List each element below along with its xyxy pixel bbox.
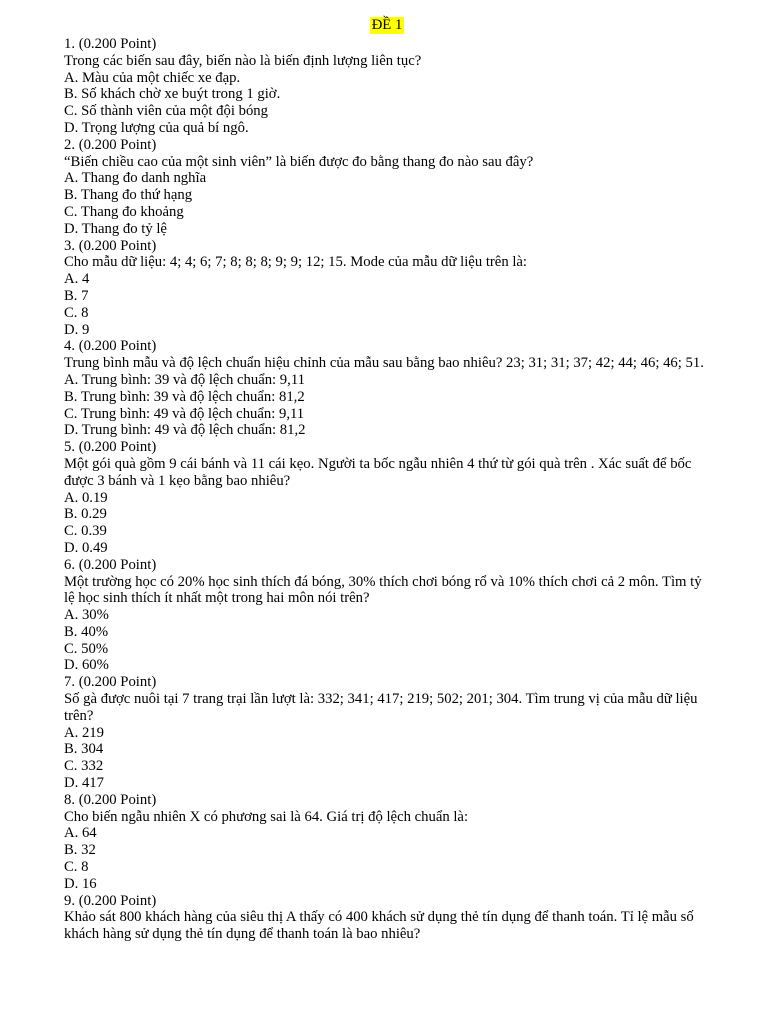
question-header: 9. (0.200 Point) — [64, 892, 157, 909]
option-c: C. 8 — [64, 859, 89, 876]
question-text: Một gói quà gồm 9 cái bánh và 11 cái kẹo. Người ta bốc ngẫu nhiên 4 thứ từ gói quà trên . Xác suất để bốc được 3 bánh và 1 kẹo bằng bao nhiêu? — [64, 455, 692, 489]
option-b: B. Số khách chờ xe buýt trong 1 giờ. — [64, 86, 281, 103]
question-text: “Biến chiều cao của một sinh viên” là biến được đo bằng thang đo nào sau đây? — [64, 153, 534, 170]
question-6 — [64, 557, 710, 675]
option-b: B. Trung bình: 39 và độ lệch chuẩn: 81,2 — [64, 388, 305, 405]
question-1 — [64, 36, 710, 137]
option-c: C. 8 — [64, 304, 89, 321]
option-b: B. 7 — [64, 287, 89, 304]
option-d: D. 60% — [64, 657, 109, 674]
question-4 — [64, 338, 710, 439]
question-8 — [64, 792, 710, 893]
question-text: Cho mẫu dữ liệu: 4; 4; 6; 7; 8; 8; 8; 9; 9; 12; 15. Mode của mẫu dữ liệu trên là: — [64, 254, 528, 271]
question-text: Trung bình mẫu và độ lệch chuẩn hiệu chỉnh của mẫu sau bằng bao nhiêu? 23; 31; 31; 37; 42; 44; 46; 46; 51. — [64, 355, 704, 372]
question-header: 4. (0.200 Point) — [64, 338, 157, 355]
option-b: B. 40% — [64, 623, 109, 640]
option-c: C. Trung bình: 49 và độ lệch chuẩn: 9,11 — [64, 405, 305, 422]
question-header: 1. (0.200 Point) — [64, 36, 157, 52]
option-c: C. 332 — [64, 758, 104, 775]
option-a: A. 0.19 — [64, 489, 108, 506]
option-b: B. 304 — [64, 741, 104, 758]
question-header: 6. (0.200 Point) — [64, 556, 157, 573]
option-d: D. 9 — [64, 321, 90, 338]
option-d: D. Thang đo tỷ lệ — [64, 220, 167, 237]
question-text: Số gà được nuôi tại 7 trang trại lần lượt là: 332; 341; 417; 219; 502; 201; 304. Tìm trung vị của mẫu dữ liệu trên? — [64, 691, 698, 724]
question-header: 8. (0.200 Point) — [64, 791, 157, 808]
option-a: A. 4 — [64, 271, 90, 288]
question-text: Cho biến ngẫu nhiên X có phương sai là 64. Giá trị độ lệch chuẩn là: — [64, 808, 469, 825]
option-c: C. Số thành viên của một đội bóng — [64, 103, 268, 120]
question-text: Trong các biến sau đây, biến nào là biến định lượng liên tục? — [64, 52, 422, 69]
option-c: C. Thang đo khoảng — [64, 203, 184, 220]
question-text: Khảo sát 800 khách hàng của siêu thị A thấy có 400 khách sử dụng thẻ tín dụng để thanh toán. Tỉ lệ mẫu số khách hàng sử dụng thẻ tín dụng để thanh toán là bao nhiêu? — [64, 909, 694, 943]
option-d: D. 16 — [64, 875, 97, 892]
question-9 — [64, 893, 710, 943]
question-header: 7. (0.200 Point) — [64, 674, 157, 691]
option-a: A. Thang đo danh nghĩa — [64, 170, 207, 187]
option-a: A. 219 — [64, 724, 104, 741]
question-7 — [64, 674, 710, 792]
question-3 — [64, 238, 710, 339]
option-d: D. Trung bình: 49 và độ lệch chuẩn: 81,2 — [64, 422, 306, 439]
option-b: B. Thang đo thứ hạng — [64, 187, 193, 204]
question-2 — [64, 137, 710, 238]
option-c: C. 50% — [64, 640, 109, 657]
exam-document — [64, 17, 710, 943]
exam-title-row — [64, 17, 710, 35]
option-c: C. 0.39 — [64, 523, 107, 540]
question-header: 2. (0.200 Point) — [64, 136, 157, 153]
question-5 — [64, 439, 710, 557]
exam-title: ĐỀ 1 — [371, 17, 403, 33]
option-d: D. 0.49 — [64, 539, 108, 556]
option-d: D. 417 — [64, 775, 104, 792]
option-a: A. 64 — [64, 825, 97, 842]
option-a: A. Trung bình: 39 và độ lệch chuẩn: 9,11 — [64, 371, 305, 388]
option-b: B. 0.29 — [64, 506, 107, 523]
question-header: 5. (0.200 Point) — [64, 439, 157, 456]
question-header: 3. (0.200 Point) — [64, 237, 157, 254]
option-b: B. 32 — [64, 842, 96, 859]
option-d: D. Trọng lượng của quả bí ngô. — [64, 119, 249, 136]
option-a: A. Màu của một chiếc xe đạp. — [64, 69, 241, 86]
question-text: Một trường học có 20% học sinh thích đá bóng, 30% thích chơi bóng rổ và 10% thích chơi cả 2 môn. Tìm tỷ lệ học sinh thích ít nhất một trong hai môn nói trên? — [64, 573, 702, 607]
option-a: A. 30% — [64, 607, 109, 624]
